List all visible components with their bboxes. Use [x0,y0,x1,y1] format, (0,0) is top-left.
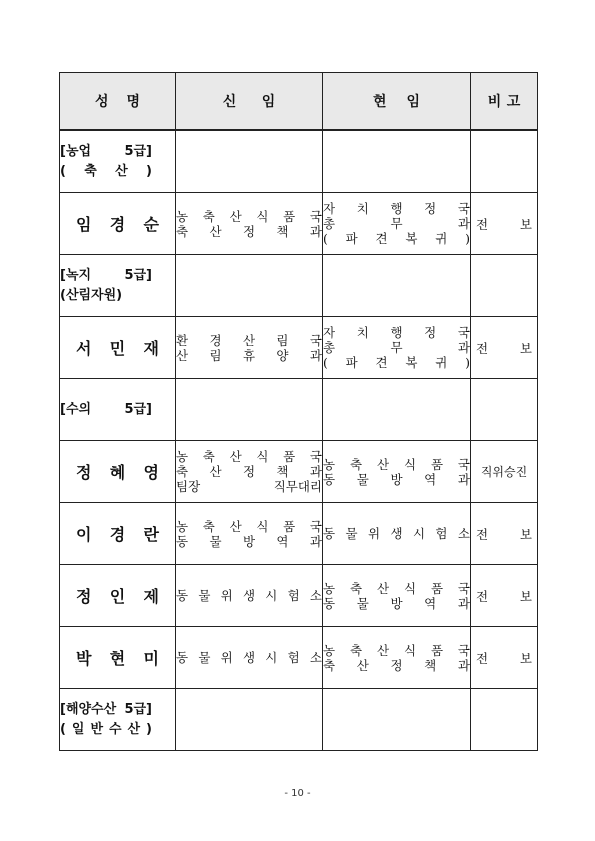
group-label-text: [녹지 [60,267,92,283]
current-post-line-text: 축 [323,657,336,673]
current-post-line [323,643,470,658]
new-post-line-text: 농 [176,518,189,534]
new-post-line-text: 위 [220,650,233,665]
current-post-line-text: 정 [424,201,437,216]
remarks-cell [471,193,538,255]
person-name-char: 제 [143,587,159,606]
group-label-line [60,266,152,286]
current-post-cell [323,565,471,627]
current-post-line-text: 품 [430,642,444,658]
new-post-line-text: 과 [309,533,322,549]
group-label-line [60,720,152,740]
remarks-text [471,215,537,233]
current-post-line-text: 소 [457,526,470,541]
current-post-line-text: ( [323,355,328,370]
empty-cell [471,130,538,193]
group-label-text: 산 [127,721,141,737]
personnel-table [59,72,538,751]
person-name-char: 혜 [109,463,126,482]
person-name [60,212,175,235]
remarks-cell [471,503,538,565]
current-post-line-text: 무 [390,216,403,231]
current-post-line [323,526,470,541]
remarks-char: 직위승진 [480,465,528,479]
person-name-char: 영 [143,463,159,482]
person-row [60,565,538,627]
person-name-cell [60,441,176,503]
new-post-line-text: 산 [229,449,242,464]
empty-cell [323,130,471,193]
new-post-cell [176,317,323,379]
person-name-cell [60,317,176,379]
new-post-line [176,449,322,464]
current-post-line-text: 생 [390,526,403,541]
new-post-line [176,224,322,239]
new-post-line-text: 축 [176,223,189,239]
current-post-line-text: 국 [457,201,470,216]
group-label-text: [수의 [60,401,92,417]
group-label-text: ) [146,721,152,737]
current-post-line-text: 복 [405,231,418,246]
new-post-line-text: 산 [209,464,222,479]
group-label-text: ( [60,721,66,737]
new-post-line-text: 산 [229,208,242,224]
new-post-line-text: 농 [176,449,189,464]
current-post-line-text: 축 [349,580,363,596]
remarks-cell [471,565,538,627]
group-label-line [60,700,152,720]
new-post-line-text: 소 [309,588,322,603]
new-post-line-text: 정 [242,223,256,239]
header-remarks-char: 고 [506,94,521,110]
person-name-char: 인 [109,587,126,606]
current-post-line [323,581,470,596]
remarks-text [471,525,537,543]
new-post-line-text: 책 [276,464,289,479]
header-name-char: 성 [94,94,109,110]
header-current-post-char: 현 [372,94,387,110]
current-post-line-text: 치 [356,201,369,216]
remarks-char: 보 [519,588,532,604]
current-post-line-text: 복 [405,355,418,370]
header-new-post-char: 임 [261,94,276,110]
person-name-char: 재 [143,339,159,358]
current-post-line-text: 총 [323,216,336,231]
current-post-line [323,216,470,231]
new-post-line-text: 산 [229,518,242,534]
header-current-post [323,73,471,131]
person-row [60,441,538,503]
empty-cell [176,689,323,751]
current-post-line-text: 국 [457,456,470,472]
current-post-line-text: 동 [323,526,336,541]
new-post-line-text: 산 [209,223,222,239]
new-post-line [176,650,322,665]
group-label-text: 수 [108,721,122,737]
new-post-line [176,479,322,494]
group-label-text: (산림자원) [60,287,123,303]
current-post-line [323,325,470,340]
new-post-line-text: 림 [276,332,289,348]
remarks-char: 보 [519,340,532,356]
new-post-line-text: 물 [198,588,211,603]
new-post-line-text: 국 [309,518,322,534]
current-post-cell [323,317,471,379]
new-post-line-text: 축 [176,464,189,479]
new-post-line-text: 경 [209,332,222,348]
new-post-line [176,534,322,549]
person-name-cell [60,503,176,565]
new-post-line-text: 산 [176,347,189,363]
current-post-line-text: 정 [424,325,437,340]
person-name [60,460,175,483]
person-name-char: 란 [143,525,159,544]
group-label-text: ) [146,163,152,179]
new-post-line-text: 책 [276,223,289,239]
person-name-char: 정 [76,587,92,606]
new-post-line-text: 산 [242,332,256,348]
new-post-line-text: 품 [283,518,296,534]
group-label-text: 5급] [124,701,152,717]
new-post-line-text: 과 [309,347,322,363]
new-post-line-text: 생 [242,588,256,603]
current-post-line-text: 자 [323,201,336,216]
remarks-char: 전 [476,216,489,232]
new-post-line-text: 팀장 [176,479,201,494]
person-name-cell [60,565,176,627]
new-post-line-text: 시 [265,588,278,603]
current-post-line-text: 축 [349,456,363,472]
new-post-line-text: 정 [242,464,256,479]
current-post-line-text: 방 [390,471,403,487]
new-post-line-text: 식 [256,208,269,224]
current-post-line-text: 축 [349,642,363,658]
remarks-text [471,339,537,357]
group-label-line [60,162,152,182]
new-post-line-text: 품 [283,208,296,224]
header-remarks [471,73,538,131]
new-post-line [176,348,322,363]
person-name-char: 미 [143,649,159,668]
new-post-line-text: 국 [309,332,322,348]
current-post-line-text: 정 [390,657,403,673]
personnel-table-body [60,73,538,751]
current-post-line [323,231,470,246]
remarks-text [471,649,537,667]
group-label-text: 축 [84,163,97,179]
new-post-line-text: 식 [256,518,269,534]
new-post-cell [176,503,323,565]
new-post-line-text: 위 [220,588,233,603]
remarks-char: 보 [519,650,532,666]
empty-cell [471,379,538,441]
current-post-line-text: 귀 [435,355,448,370]
current-post-line-text: 견 [375,231,388,246]
header-row [60,73,538,131]
current-post-line-text: 동 [323,595,336,611]
group-label-line [60,286,160,306]
new-post-line-text: 양 [276,347,289,363]
current-post-cell [323,503,471,565]
current-post-line-text: 파 [345,231,358,246]
empty-cell [323,379,471,441]
group-label-text: 5급] [124,267,152,283]
current-post-line [323,457,470,472]
new-post-line-text: 시 [265,650,278,665]
current-post-line-text: 역 [424,595,437,611]
current-post-cell [323,627,471,689]
group-row [60,689,538,751]
current-post-line-text: 동 [323,471,336,487]
new-post-line-text: 동 [176,588,189,603]
remarks-char: 전 [476,588,489,604]
current-post-line-text: 품 [430,456,444,472]
new-post-line-text: 환 [176,332,189,348]
person-name-char: 순 [143,215,159,234]
header-name [60,73,176,131]
current-post-line [323,355,470,370]
current-post-line-text: 역 [424,471,437,487]
group-label-line [60,142,152,162]
remarks-char: 전 [476,650,489,666]
current-post-line [323,658,470,673]
new-post-line [176,464,322,479]
current-post-line-text: 과 [457,657,470,673]
group-row [60,379,538,441]
person-name [60,584,175,607]
current-post-line-text: 행 [390,201,403,216]
remarks-text [471,587,537,605]
group-label-text: 5급] [124,143,152,159]
page-number: - 10 - [284,788,311,799]
current-post-line-text: 농 [323,456,336,472]
current-post-line-text: 무 [390,340,403,355]
current-post-line-text: 산 [376,456,390,472]
empty-cell [471,255,538,317]
current-post-line-text: 과 [457,216,470,231]
current-post-line-text: 행 [390,325,403,340]
current-post-line-text: 물 [356,471,369,487]
remarks-cell [471,317,538,379]
person-name-cell [60,627,176,689]
group-label-text: [농업 [60,143,92,159]
current-post-line [323,596,470,611]
current-post-line-text: 시 [412,526,426,541]
person-name [60,522,175,545]
current-post-line [323,201,470,216]
person-name-char: 임 [76,215,92,234]
current-post-line-text: 물 [356,595,369,611]
current-post-line-text: 물 [345,526,358,541]
person-row [60,503,538,565]
remarks-text [471,463,537,480]
group-label [60,379,176,441]
empty-cell [176,255,323,317]
new-post-line-text: 과 [309,464,322,479]
remarks-char: 보 [519,216,532,232]
empty-cell [323,689,471,751]
group-label-line [60,400,152,420]
current-post-line-text: 농 [323,580,336,596]
new-post-line [176,519,322,534]
current-post-line [323,472,470,487]
new-post-line [176,333,322,348]
group-label [60,689,176,751]
new-post-line-text: 국 [309,208,322,224]
current-post-line-text: 책 [424,657,437,673]
current-post-line-text: 파 [345,355,358,370]
person-name-char: 현 [109,649,126,668]
new-post-line-text: 생 [242,650,256,665]
current-post-line-text: 국 [457,325,470,340]
group-label-text: [해양수산 [60,701,117,717]
empty-cell [323,255,471,317]
new-post-line-text: 직무대리 [273,479,322,494]
new-post-line-text: 품 [283,449,296,464]
empty-cell [176,379,323,441]
group-label [60,255,176,317]
current-post-line-text: 위 [367,526,381,541]
group-row [60,255,538,317]
person-name-char: 정 [76,463,92,482]
current-post-line-text: 과 [457,340,470,355]
new-post-cell [176,193,323,255]
person-name-char: 경 [109,215,126,234]
empty-cell [471,689,538,751]
group-label-text: 5급] [124,401,152,417]
current-post-line-text: 산 [356,657,369,673]
current-post-line-text: 견 [375,355,388,370]
group-label-text: 일 [71,721,85,737]
current-post-line-text: ) [465,355,470,370]
new-post-line-text: 식 [256,449,269,464]
new-post-line-text: 역 [276,533,289,549]
new-post-cell [176,565,323,627]
group-label [60,130,176,193]
new-post-line-text: 축 [202,449,215,464]
person-row [60,193,538,255]
person-name-char: 서 [76,339,92,358]
current-post-line-text: 산 [376,580,390,596]
group-label-text: 반 [90,721,104,737]
new-post-line [176,588,322,603]
header-remarks-char: 비 [487,94,502,110]
current-post-line-text: 국 [457,580,470,596]
current-post-line-text: 품 [430,580,444,596]
header-new-post-char: 신 [222,94,237,110]
new-post-line-text: 과 [309,223,322,239]
current-post-line-text: 치 [356,325,369,340]
current-post-line-text: 식 [403,642,417,658]
current-post-line-text: 총 [323,340,336,355]
person-name-cell [60,193,176,255]
group-label-text: 산 [115,163,128,179]
header-new-post [176,73,323,131]
current-post-line-text: 농 [323,642,336,658]
current-post-line-text: 산 [376,642,390,658]
new-post-line-text: 농 [176,208,189,224]
remarks-char: 보 [519,526,532,542]
new-post-line-text: 국 [309,449,322,464]
new-post-line-text: 동 [176,533,189,549]
person-name-char: 이 [76,525,92,544]
group-row [60,130,538,193]
current-post-line-text: 국 [457,642,470,658]
current-post-line [323,340,470,355]
current-post-line-text: 과 [457,471,470,487]
person-name-char: 민 [109,339,126,358]
current-post-line-text: 과 [457,595,470,611]
new-post-line-text: 림 [209,347,222,363]
person-name [60,646,175,669]
remarks-char: 전 [476,526,489,542]
new-post-line-text: 축 [202,208,215,224]
new-post-line-text: 동 [176,650,189,665]
header-name-char: 명 [126,94,141,110]
current-post-line-text: 험 [435,526,448,541]
current-post-line-text: ( [323,231,328,246]
person-name [60,336,175,359]
new-post-line-text: 험 [287,588,300,603]
current-post-line-text: 귀 [435,231,448,246]
new-post-line-text: 휴 [242,347,256,363]
remarks-char: 전 [476,340,489,356]
header-current-post-char: 임 [406,94,421,110]
person-row [60,317,538,379]
current-post-line-text: ) [465,231,470,246]
new-post-line [176,209,322,224]
group-label-text: ( [60,163,66,179]
new-post-line-text: 방 [242,533,256,549]
current-post-cell [323,441,471,503]
new-post-line-text: 험 [287,650,300,665]
new-post-cell [176,441,323,503]
new-post-cell [176,627,323,689]
current-post-line-text: 방 [390,595,403,611]
person-row [60,627,538,689]
current-post-line-text: 자 [323,325,336,340]
current-post-cell [323,193,471,255]
new-post-line-text: 물 [209,533,222,549]
remarks-cell [471,441,538,503]
new-post-line-text: 소 [309,650,322,665]
current-post-line-text: 식 [403,580,417,596]
person-name-char: 경 [109,525,126,544]
person-name-char: 박 [76,649,92,668]
remarks-cell [471,627,538,689]
empty-cell [176,130,323,193]
current-post-line-text: 식 [403,456,417,472]
new-post-line-text: 축 [202,518,215,534]
new-post-line-text: 물 [198,650,211,665]
